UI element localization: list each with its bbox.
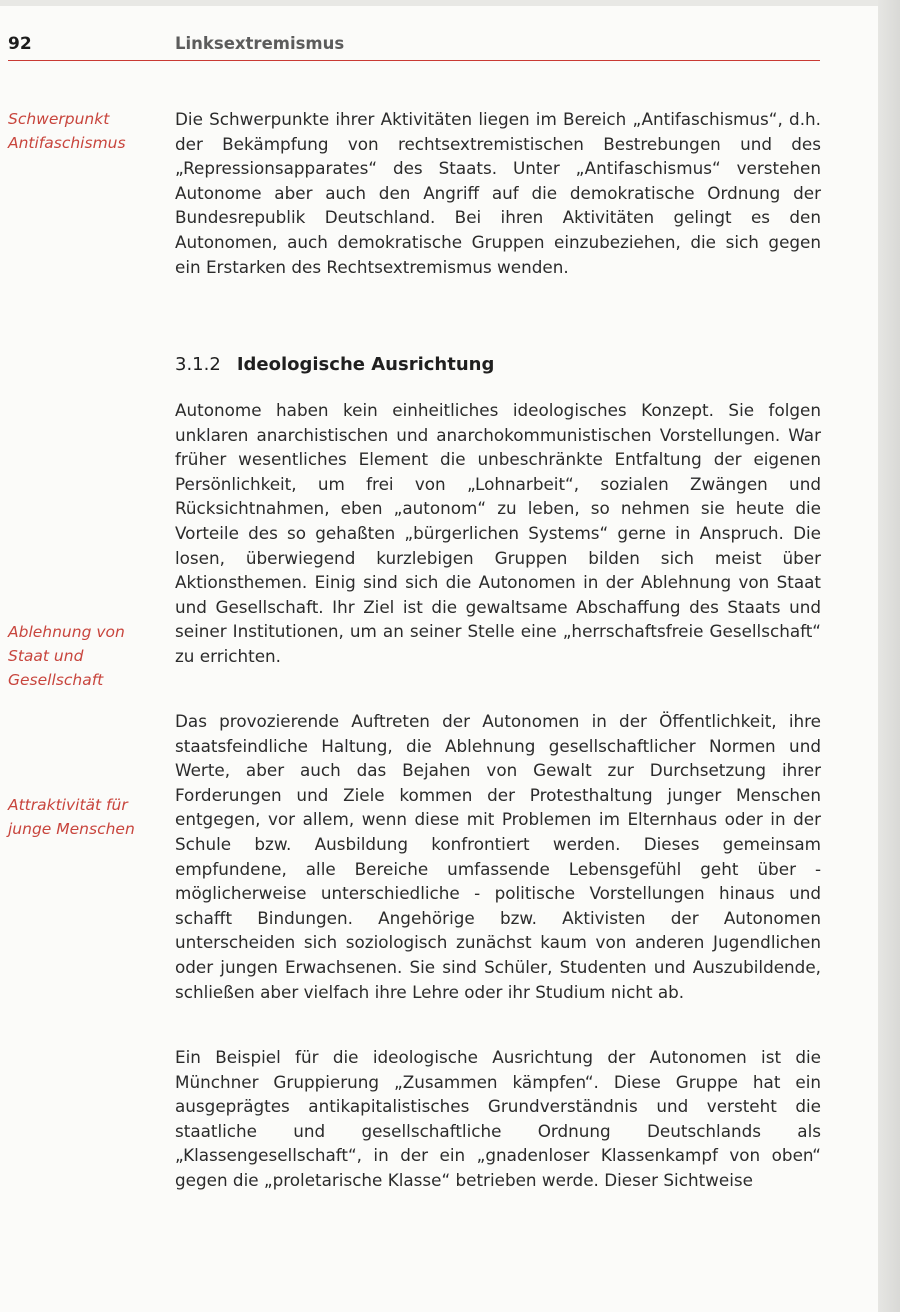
- section-number: 3.1.2: [175, 354, 221, 375]
- running-title: Linksextremismus: [175, 34, 345, 53]
- page-top-strip: [0, 0, 878, 6]
- header-rule: [8, 60, 820, 61]
- margin-note-antifaschismus: Schwerpunkt Antifaschismus: [8, 110, 126, 152]
- paragraph-ideologie: Autonome haben kein einheitliches ideologisches Konzept. Sie folgen unklaren anarchistischen und anarchokommunistischen Vorstellungen. War früher wesentliches Element die unbeschränkte Entfaltung der eigenen Persönlichkeit, um frei von „Lohnarbeit“, sozialen Zwängen und Rücksichtnahmen, eben „autonom“ zu leben, so nehmen sie heute die Vorteile des so gehaßten „bürgerlichen Systems“ gerne in Anspruch. Die losen, überwiegend kurzlebigen Gruppen bilden sich meist über Aktionsthemen. Einig sind sich die Autonomen in der Ablehnung von Staat und Gesellschaft. Ihr Ziel ist die gewaltsame Abschaffung des Staats und seiner Institutionen, um an seiner Stelle eine „herrschaftsfreie Gesellschaft“ zu errichten.: [175, 400, 821, 666]
- paragraph-schwerpunkte: Die Schwerpunkte ihrer Aktivitäten liegen im Bereich „Antifaschismus“, d.h. der Bekämpfung von rechtsextremistischen Bestrebungen und des „Repressionsapparates“ des Staats. Unter „Antifaschismus“ verstehen Autonome aber auch den Angriff auf die demokratische Ordnung der Bundesrepublik Deutschland. Bei ihren Aktivitäten gelingt es den Autonomen, auch demokratische Gruppen einzubeziehen, die sich gegen ein Erstarken des Rechtsextremismus wenden.: [175, 109, 821, 277]
- section-heading: [175, 354, 494, 375]
- paragraph-beispiel: Ein Beispiel für die ideologische Ausrichtung der Autonomen ist die Münchner Gruppierung „Zusammen kämpfen“. Diese Gruppe hat ein ausgeprägtes antikapitalistisches Grundverständnis und versteht die staatliche und gesellschaftliche Ordnung Deutschlands als „Klassengesellschaft“, in der ein „gnadenloser Klassenkampf von oben“ gegen die „proletarische Klasse“ betrieben werde. Dieser Sichtweise: [175, 1047, 821, 1190]
- page-number: 92: [8, 34, 32, 54]
- page-edge-shadow: [878, 0, 900, 1312]
- margin-note-ablehnung: Ablehnung von Staat und Gesellschaft: [8, 623, 125, 689]
- margin-note-attraktivitaet: Attraktivität für junge Menschen: [8, 796, 135, 838]
- section-title: Ideologische Ausrichtung: [236, 354, 495, 375]
- paragraph-auftreten: Das provozierende Auftreten der Autonomen in der Öffentlichkeit, ihre staatsfeindliche Haltung, die Ablehnung gesellschaftlicher Normen und Werte, aber auch das Bejahen von Gewalt zur Durchsetzung ihrer Forderungen und Ziele kommen der Protesthaltung junger Menschen entgegen, vor allem, wenn diese mit Problemen im Elternhaus oder in der Schule bzw. Ausbildung konfrontiert werden. Dieses gemeinsam empfundene, alle Bereiche umfassende Lebensgefühl geht über - möglicherweise unterschiedliche - politische Vorstellungen hinaus und schafft Bindungen. Angehörige bzw. Aktivisten der Autonomen unterscheiden sich soziologisch zunächst kaum von anderen Jugendlichen oder jungen Erwachsenen. Sie sind Schüler, Studenten und Auszubildende, schließen aber vielfach ihre Lehre oder ihr Studium nicht ab.: [175, 711, 821, 1002]
